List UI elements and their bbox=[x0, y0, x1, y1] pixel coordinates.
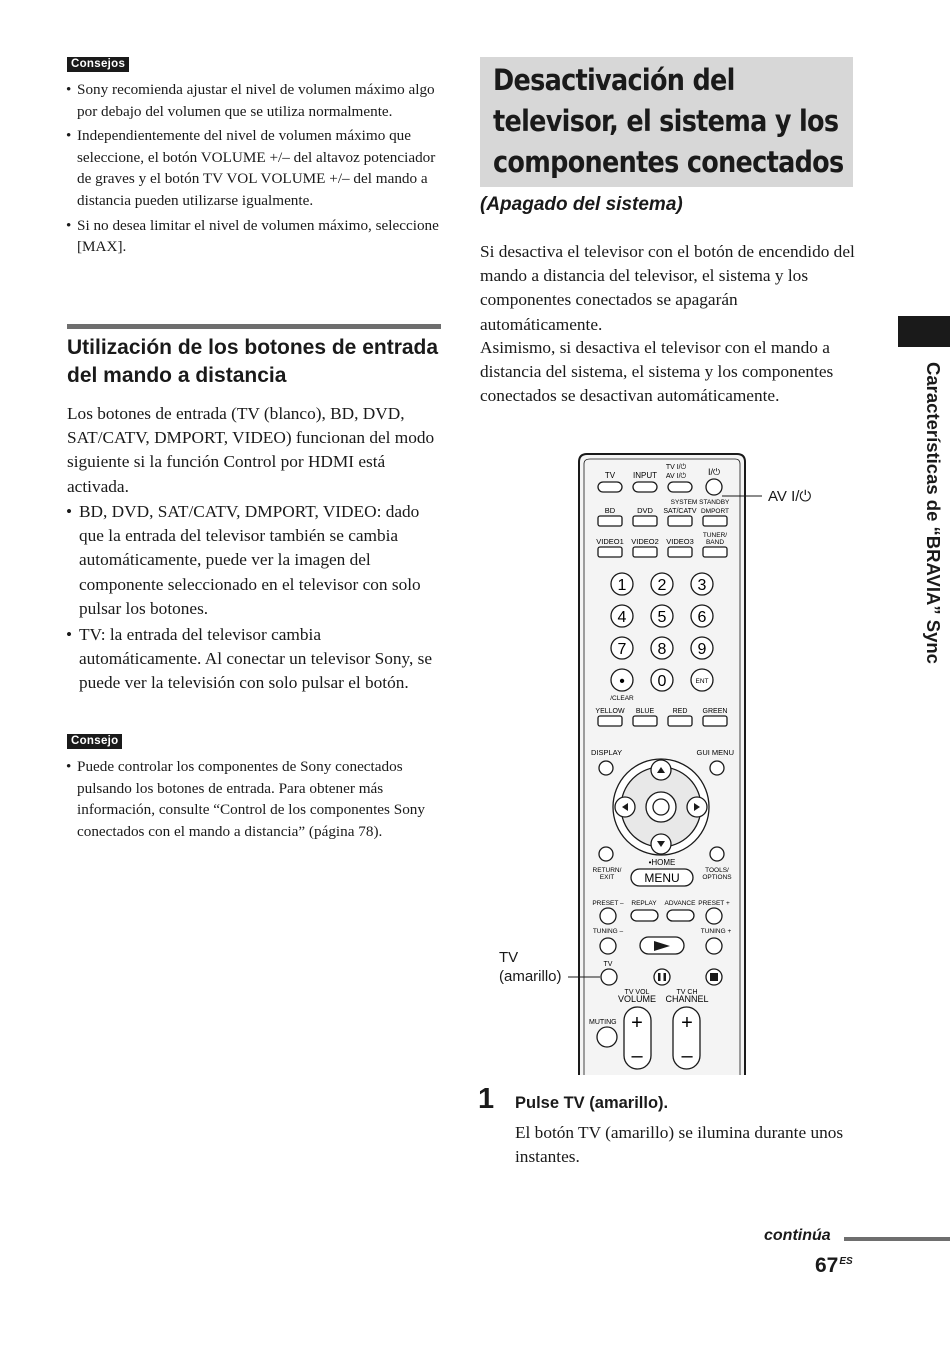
section-intro: Los botones de entrada (TV (blanco), BD, DVD, SAT/CATV, DMPORT, VIDEO) funcionan del modo siguiente si la función Control por HDMI está activada. bbox=[67, 404, 435, 496]
digit-label: 0 bbox=[657, 673, 667, 690]
tv-yellow-button bbox=[601, 969, 617, 985]
remote-label: I/⏻ bbox=[707, 467, 721, 477]
remote-label: /CLEAR bbox=[610, 695, 634, 702]
remote-label: TUNER/ bbox=[702, 532, 728, 539]
remote-label: RED bbox=[672, 708, 688, 715]
remote-label: REPLAY bbox=[631, 900, 657, 907]
remote-label: + bbox=[681, 1012, 693, 1034]
page-number bbox=[815, 1254, 853, 1278]
remote-label: TV VOL bbox=[624, 989, 650, 996]
digit-label: 5 bbox=[657, 609, 667, 626]
step-number: 1 bbox=[478, 1083, 495, 1115]
remote-label: MENU bbox=[644, 871, 680, 885]
remote-label: VIDEO2 bbox=[631, 537, 659, 546]
continued-rule bbox=[844, 1237, 950, 1241]
remote-label: DMPORT bbox=[700, 508, 730, 515]
digit-label: • bbox=[619, 673, 625, 690]
digit-label: 2 bbox=[657, 577, 667, 594]
remote-label: SYSTEM STANDBY bbox=[670, 499, 730, 506]
callout-line-1: TV bbox=[499, 949, 519, 966]
remote-label: – bbox=[631, 1045, 643, 1067]
list-item: • Sony recomienda ajustar el nivel de volumen máximo algo por debajo del volumen que se utiliza normalmente. bbox=[66, 79, 446, 122]
remote-label: INPUT bbox=[633, 471, 657, 480]
remote-label: TUNING + bbox=[700, 928, 732, 935]
remote-label: •HOME bbox=[648, 858, 676, 867]
digit-label: 3 bbox=[697, 577, 707, 594]
page-suffix: ES bbox=[839, 1256, 853, 1267]
list-item: • Independientemente del nivel de volumen máximo que seleccione, el botón VOLUME +/– del altavoz potenciador de graves y el botón TV VOL VOLUME +/– del mando a distancia pueden utilizarse igualmente. bbox=[66, 125, 446, 211]
callout-tv-yellow bbox=[499, 948, 562, 986]
page-number-value: 67 bbox=[815, 1254, 839, 1277]
remote-label: ADVANCE bbox=[664, 900, 696, 907]
title-line: televisor, el sistema y los bbox=[493, 104, 839, 138]
remote-label: + bbox=[631, 1012, 643, 1034]
paragraph: Asimismo, si desactiva el televisor con el mando a distancia del sistema, el sistema y los componentes conectados se desactivan automáticamente. bbox=[480, 338, 834, 406]
step-text: El botón TV (amarillo) se ilumina durante unos instantes. bbox=[515, 1123, 844, 1167]
remote-label: VIDEO3 bbox=[666, 537, 694, 546]
remote-label: TV CH bbox=[676, 989, 698, 996]
input-button bbox=[633, 482, 657, 492]
list-item: • TV: la entrada del televisor cambia automáticamente. Al conectar un televisor Sony, se puede ver la televisión con solo pulsar el botón. bbox=[66, 623, 446, 696]
remote-label: YELLOW bbox=[595, 708, 625, 715]
av-power-button bbox=[668, 482, 692, 492]
page-subtitle: (Apagado del sistema) bbox=[480, 194, 683, 215]
title-line: Desactivación del bbox=[493, 63, 735, 97]
remote-label: BLUE bbox=[635, 708, 655, 715]
remote-label: CHANNEL bbox=[665, 994, 709, 1004]
remote-label: EXIT bbox=[599, 874, 615, 881]
remote-label: BAND bbox=[705, 539, 725, 546]
digit-label: 6 bbox=[697, 609, 707, 626]
remote-label: – bbox=[681, 1045, 693, 1067]
remote-label: TV bbox=[604, 471, 616, 480]
remote-label: MUTING bbox=[589, 1019, 617, 1026]
remote-label: BD bbox=[604, 506, 616, 515]
title-line: componentes conectados bbox=[493, 145, 844, 179]
remote-label: PRESET + bbox=[698, 900, 730, 907]
tips-tag: Consejos bbox=[67, 57, 129, 72]
list-item: • BD, DVD, SAT/CATV, DMPORT, VIDEO: dado que la entrada del televisor también se cambia automáticamente, puede ver la imagen del componente seleccionado en el televisor con solo pulsar los botones. bbox=[66, 500, 446, 621]
power-button bbox=[706, 479, 722, 495]
digit-label: 8 bbox=[657, 641, 667, 658]
remote-label: TV bbox=[603, 961, 613, 968]
remote-label: PRESET – bbox=[592, 900, 624, 907]
remote-label: GREEN bbox=[702, 708, 728, 715]
callout-line-2: (amarillo) bbox=[499, 968, 562, 985]
step-title: Pulse TV (amarillo). bbox=[515, 1094, 669, 1112]
remote-label: TUNING – bbox=[592, 928, 624, 935]
digit-label: 4 bbox=[617, 609, 627, 626]
side-tab-label: Características de “BRAVIA” Sync bbox=[923, 362, 944, 664]
remote-label: GUI MENU bbox=[696, 748, 734, 757]
remote-label: AV I/⏻ bbox=[665, 473, 687, 480]
remote-label: TV I/⏻ bbox=[665, 464, 687, 471]
digit-label: 7 bbox=[617, 641, 627, 658]
digit-label: ENT bbox=[695, 678, 709, 685]
remote-label: DVD bbox=[637, 506, 653, 515]
paragraph: Si desactiva el televisor con el botón de encendido del mando a distancia del televisor, el sistema y los componentes conectados se apagarán automáticamente. bbox=[480, 242, 855, 334]
tip-tag: Consejo bbox=[67, 734, 122, 749]
digit-label: 1 bbox=[617, 577, 627, 594]
remote-label: DISPLAY bbox=[591, 748, 623, 757]
digit-label: 9 bbox=[697, 641, 707, 658]
continued-label: continúa bbox=[764, 1227, 831, 1244]
list-item: • Si no desea limitar el nivel de volumen máximo, seleccione [MAX]. bbox=[66, 215, 446, 258]
remote-label: TOOLS/ bbox=[705, 867, 729, 874]
remote-label: VOLUME bbox=[617, 994, 657, 1004]
remote-label: OPTIONS bbox=[702, 874, 732, 881]
remote-label: SAT/CATV bbox=[663, 508, 697, 515]
callout-av-power: AV I/⏻ bbox=[768, 488, 812, 505]
remote-label: RETURN/ bbox=[592, 867, 622, 874]
list-item: • Puede controlar los componentes de Sony conectados pulsando los botones de entrada. Para obtener más información, consulte “Control de los componentes Sony conectados con el mando a distancia” (página 78). bbox=[66, 756, 446, 842]
remote-label: VIDEO1 bbox=[596, 537, 624, 546]
tv-input-button bbox=[598, 482, 622, 492]
section-heading: Utilización de los botones de entrada del mando a distancia bbox=[67, 336, 439, 387]
